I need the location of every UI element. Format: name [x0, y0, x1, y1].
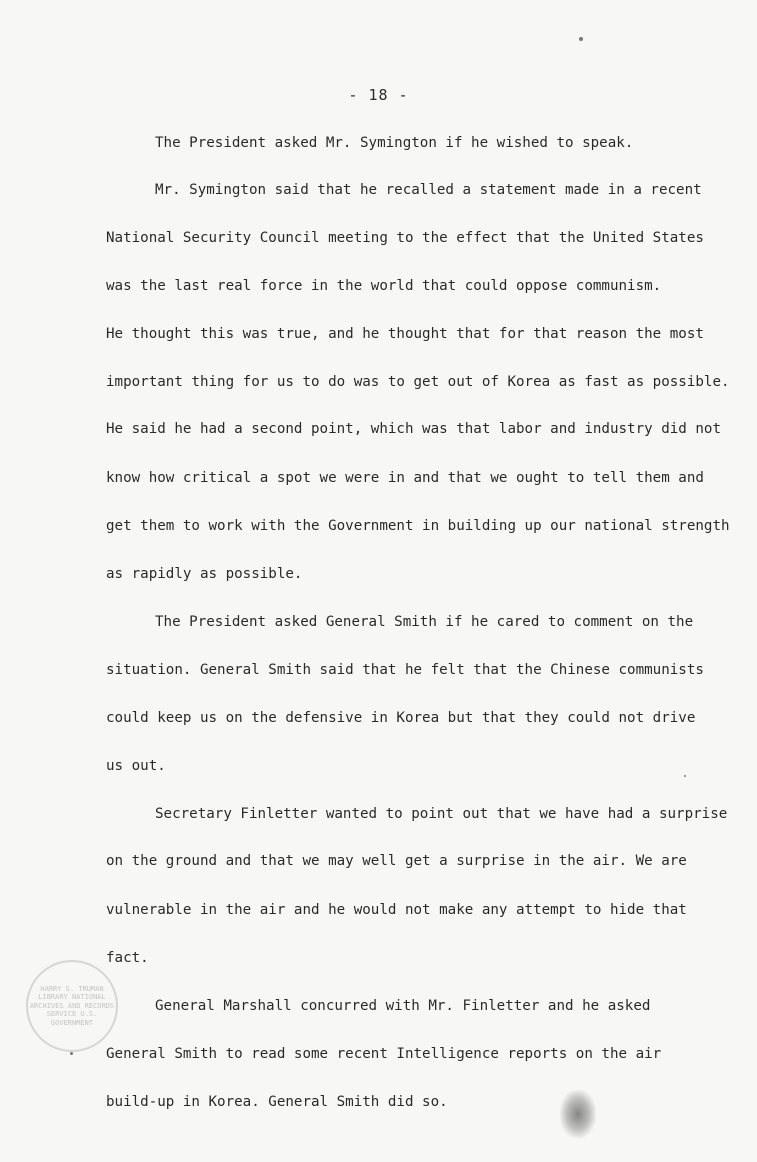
- text-line: situation. General Smith said that he felt that the Chinese communists: [106, 662, 704, 678]
- text-line: was the last real force in the world that could oppose communism.: [106, 278, 662, 294]
- text-line: on the ground and that we may well get a surprise in the air. We are: [106, 853, 687, 869]
- text-line: Mr. Symington said that he recalled a statement made in a recent: [155, 182, 702, 198]
- text-line: build-up in Korea. General Smith did so.: [106, 1094, 448, 1110]
- text-line: General Marshall concurred with Mr. Finletter and he asked: [155, 998, 651, 1014]
- stamp-text: HARRY S. TRUMAN LIBRARY NATIONAL ARCHIVES AND RECORDS SERVICE U.S. GOVERNMENT: [29, 985, 115, 1027]
- ink-speck: [684, 775, 686, 777]
- ink-speck: [579, 37, 583, 41]
- text-line: vulnerable in the air and he would not make any attempt to hide that: [106, 902, 687, 918]
- text-line: The President asked Mr. Symington if he wished to speak.: [155, 135, 634, 151]
- text-line: fact.: [106, 950, 149, 966]
- ink-smudge: [560, 1090, 596, 1138]
- text-line: Secretary Finletter wanted to point out that we have had a surprise: [155, 806, 728, 822]
- text-line: He thought this was true, and he thought that for that reason the most: [106, 326, 704, 342]
- text-line: National Security Council meeting to the effect that the United States: [106, 230, 704, 246]
- text-line: as rapidly as possible.: [106, 566, 303, 582]
- text-line: The President asked General Smith if he cared to comment on the: [155, 614, 694, 630]
- page-number: - 18 -: [348, 86, 409, 104]
- ink-speck: [70, 1052, 73, 1055]
- library-stamp: [26, 960, 118, 1052]
- text-line: important thing for us to do was to get out of Korea as fast as possible.: [106, 374, 730, 390]
- text-line: us out.: [106, 758, 166, 774]
- text-line: He said he had a second point, which was that labor and industry did not: [106, 421, 721, 437]
- text-line: get them to work with the Government in building up our national strength: [106, 518, 730, 534]
- text-line: could keep us on the defensive in Korea but that they could not drive: [106, 710, 696, 726]
- text-line: know how critical a spot we were in and that we ought to tell them and: [106, 470, 704, 486]
- text-line: General Smith to read some recent Intelligence reports on the air: [106, 1046, 662, 1062]
